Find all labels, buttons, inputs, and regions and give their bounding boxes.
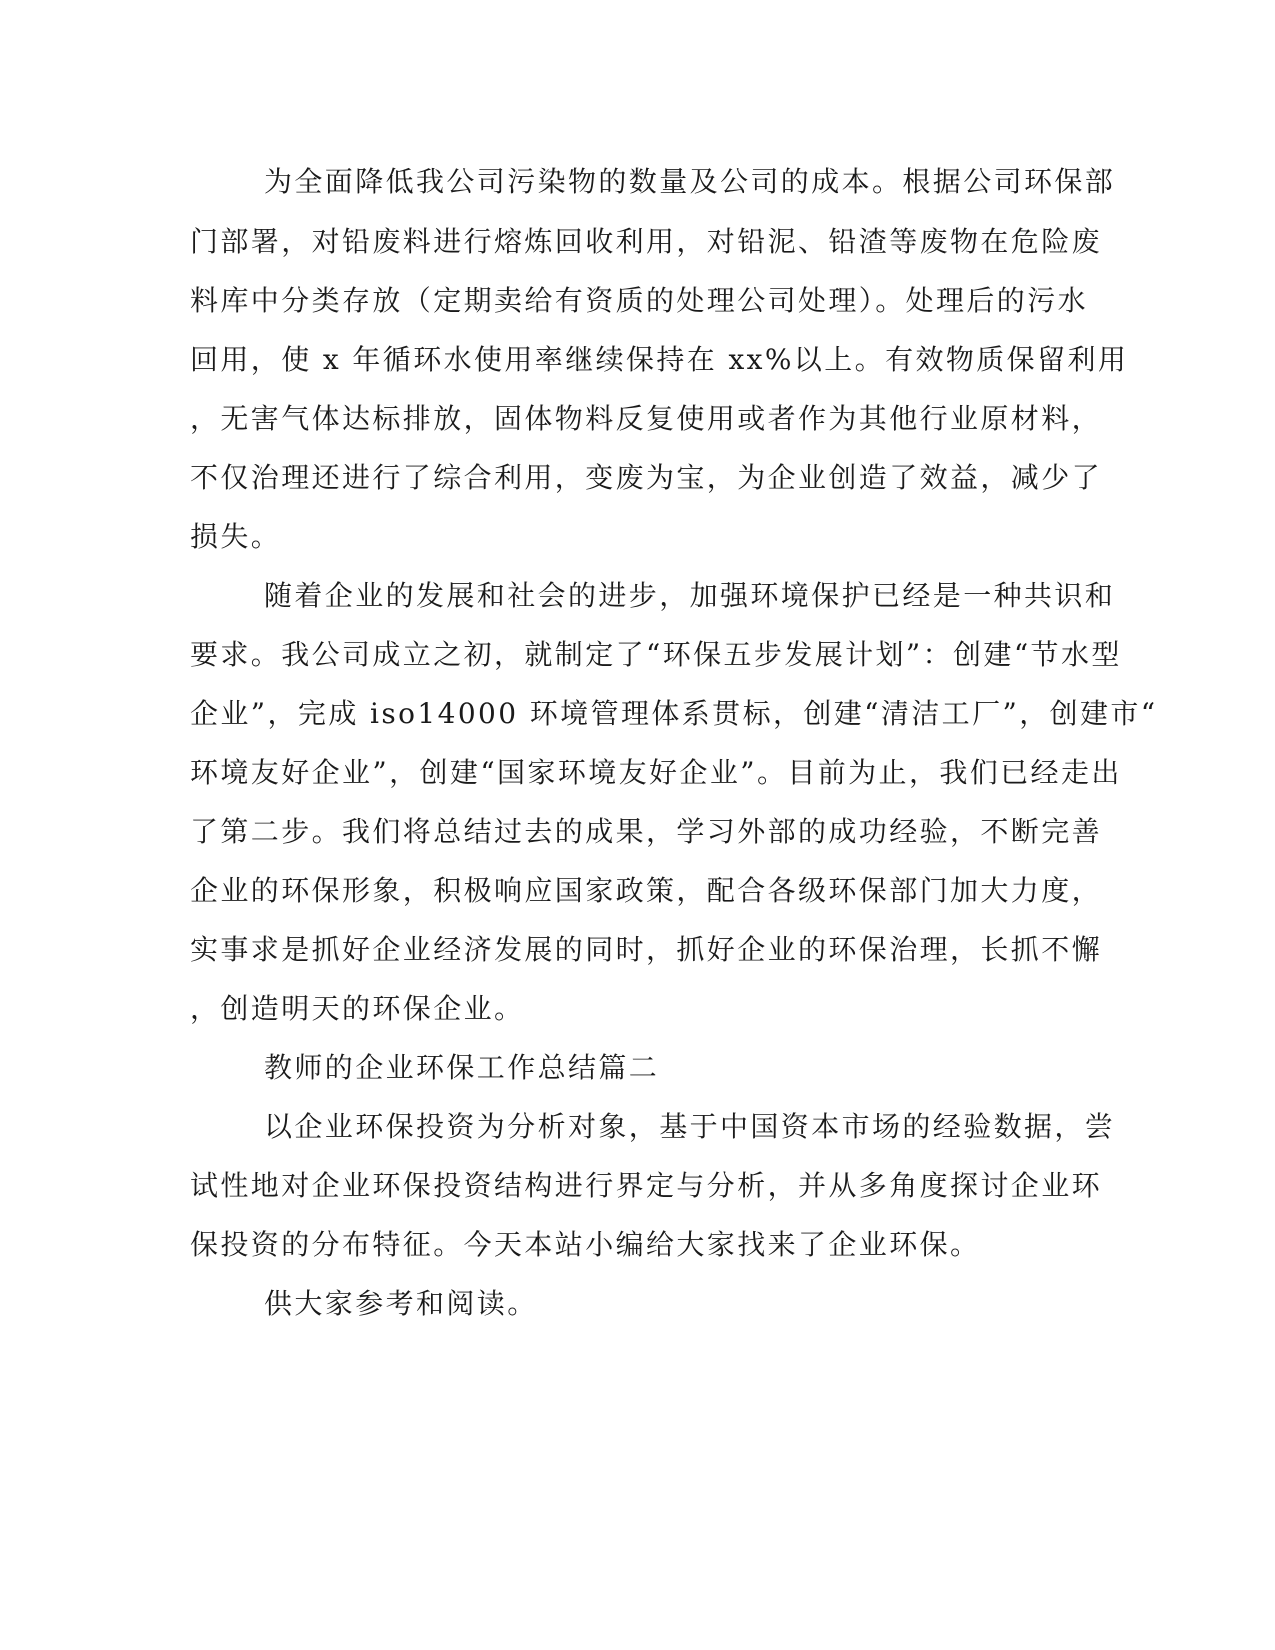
paragraph-1-line-5: ，无害气体达标排放，固体物料反复使用或者作为其他行业原材料， — [190, 402, 1103, 435]
paragraph-2-line-3: 企业”，完成 iso14000 环境管理体系贯标，创建“清洁工厂”，创建市“ — [190, 697, 1158, 730]
paragraph-4-line-1: 供大家参考和阅读。 — [264, 1287, 538, 1320]
paragraph-1-line-6: 不仅治理还进行了综合利用，变废为宝，为企业创造了效益，减少了 — [190, 461, 1103, 494]
paragraph-2-line-2: 要求。我公司成立之初，就制定了“环保五步发展计划”：创建“节水型 — [190, 638, 1122, 671]
paragraph-3-line-3: 保投资的分布特征。今天本站小编给大家找来了企业环保。 — [190, 1228, 981, 1261]
paragraph-1-line-7: 损失。 — [190, 520, 282, 553]
paragraph-1-line-4: 回用，使 x 年循环水使用率继续保持在 xx%以上。有效物质保留利用 — [190, 343, 1129, 376]
paragraph-3-line-1: 以企业环保投资为分析对象，基于中国资本市场的经验数据，尝 — [264, 1110, 1116, 1143]
paragraph-1-line-1: 为全面降低我公司污染物的数量及公司的成本。根据公司环保部 — [264, 165, 1116, 198]
paragraph-2-line-6: 企业的环保形象，积极响应国家政策，配合各级环保部门加大力度， — [190, 874, 1103, 907]
paragraph-3-line-2: 试性地对企业环保投资结构进行界定与分析，并从多角度探讨企业环 — [190, 1169, 1103, 1202]
paragraph-1-line-3: 料库中分类存放（定期卖给有资质的处理公司处理）。处理后的污水 — [190, 284, 1089, 317]
paragraph-2-line-4: 环境友好企业”，创建“国家环境友好企业”。目前为止，我们已经走出 — [190, 756, 1122, 789]
paragraph-2-line-5: 了第二步。我们将总结过去的成果，学习外部的成功经验，不断完善 — [190, 815, 1103, 848]
paragraph-1-line-2: 门部署，对铅废料进行熔炼回收利用，对铅泥、铅渣等废物在危险废 — [190, 225, 1103, 258]
section-heading: 教师的企业环保工作总结篇二 — [264, 1051, 660, 1084]
paragraph-2-line-8: ，创造明天的环保企业。 — [190, 992, 525, 1025]
paragraph-2-line-1: 随着企业的发展和社会的进步，加强环境保护已经是一种共识和 — [264, 579, 1116, 612]
paragraph-2-line-7: 实事求是抓好企业经济发展的同时，抓好企业的环保治理，长抓不懈 — [190, 933, 1103, 966]
